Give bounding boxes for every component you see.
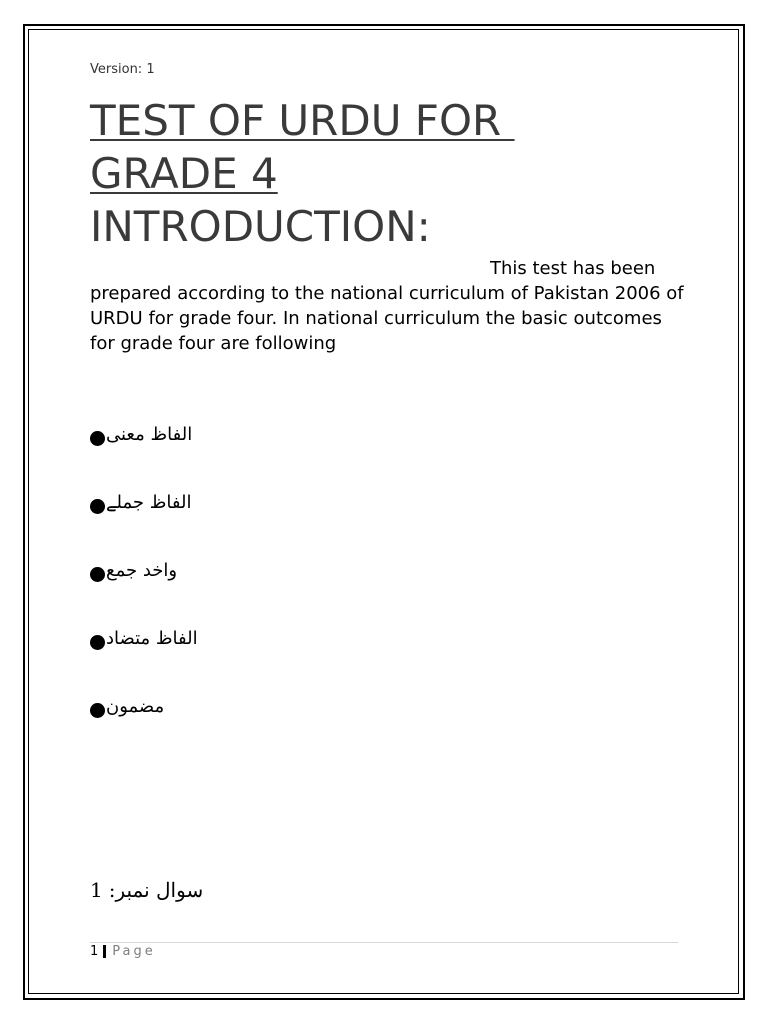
question-number: 1 (90, 878, 103, 902)
list-item (90, 420, 198, 488)
page-word: Page (112, 944, 156, 959)
document-title (90, 94, 650, 253)
list-item (90, 692, 198, 760)
bullet-icon (90, 703, 105, 718)
list-item (90, 556, 198, 624)
title-line-1: TEST OF URDU FOR (90, 96, 515, 145)
version-label: Version: 1 (90, 62, 155, 77)
outcome-text: الفاظ جملے (106, 492, 192, 513)
title-line-2: GRADE 4 (90, 149, 278, 198)
bullet-icon (90, 567, 105, 582)
bullet-icon (90, 431, 105, 446)
bullet-icon (90, 499, 105, 514)
introduction-paragraph: This test has been prepared according to the national curriculum of Pakistan 2006 of URDU for grade four. In national curriculum the basic outcomes for grade four are following (90, 258, 684, 354)
footer-divider (90, 942, 678, 943)
outcome-text: مضمون (106, 696, 165, 717)
list-item (90, 488, 198, 556)
list-item (90, 624, 198, 692)
footer-separator (103, 945, 106, 958)
outcome-text: الفاظ متضاد (106, 628, 198, 649)
outcome-text: الفاظ معنی (106, 424, 193, 445)
page-number: 1 (90, 944, 99, 959)
outcome-text: واخد جمع (106, 560, 178, 581)
question-label: سوال نمبر: (108, 878, 204, 902)
page-footer (90, 944, 156, 959)
question-heading (90, 878, 203, 902)
bullet-icon (90, 635, 105, 650)
outcomes-list (90, 420, 198, 760)
introduction-heading: INTRODUCTION: (90, 202, 431, 251)
